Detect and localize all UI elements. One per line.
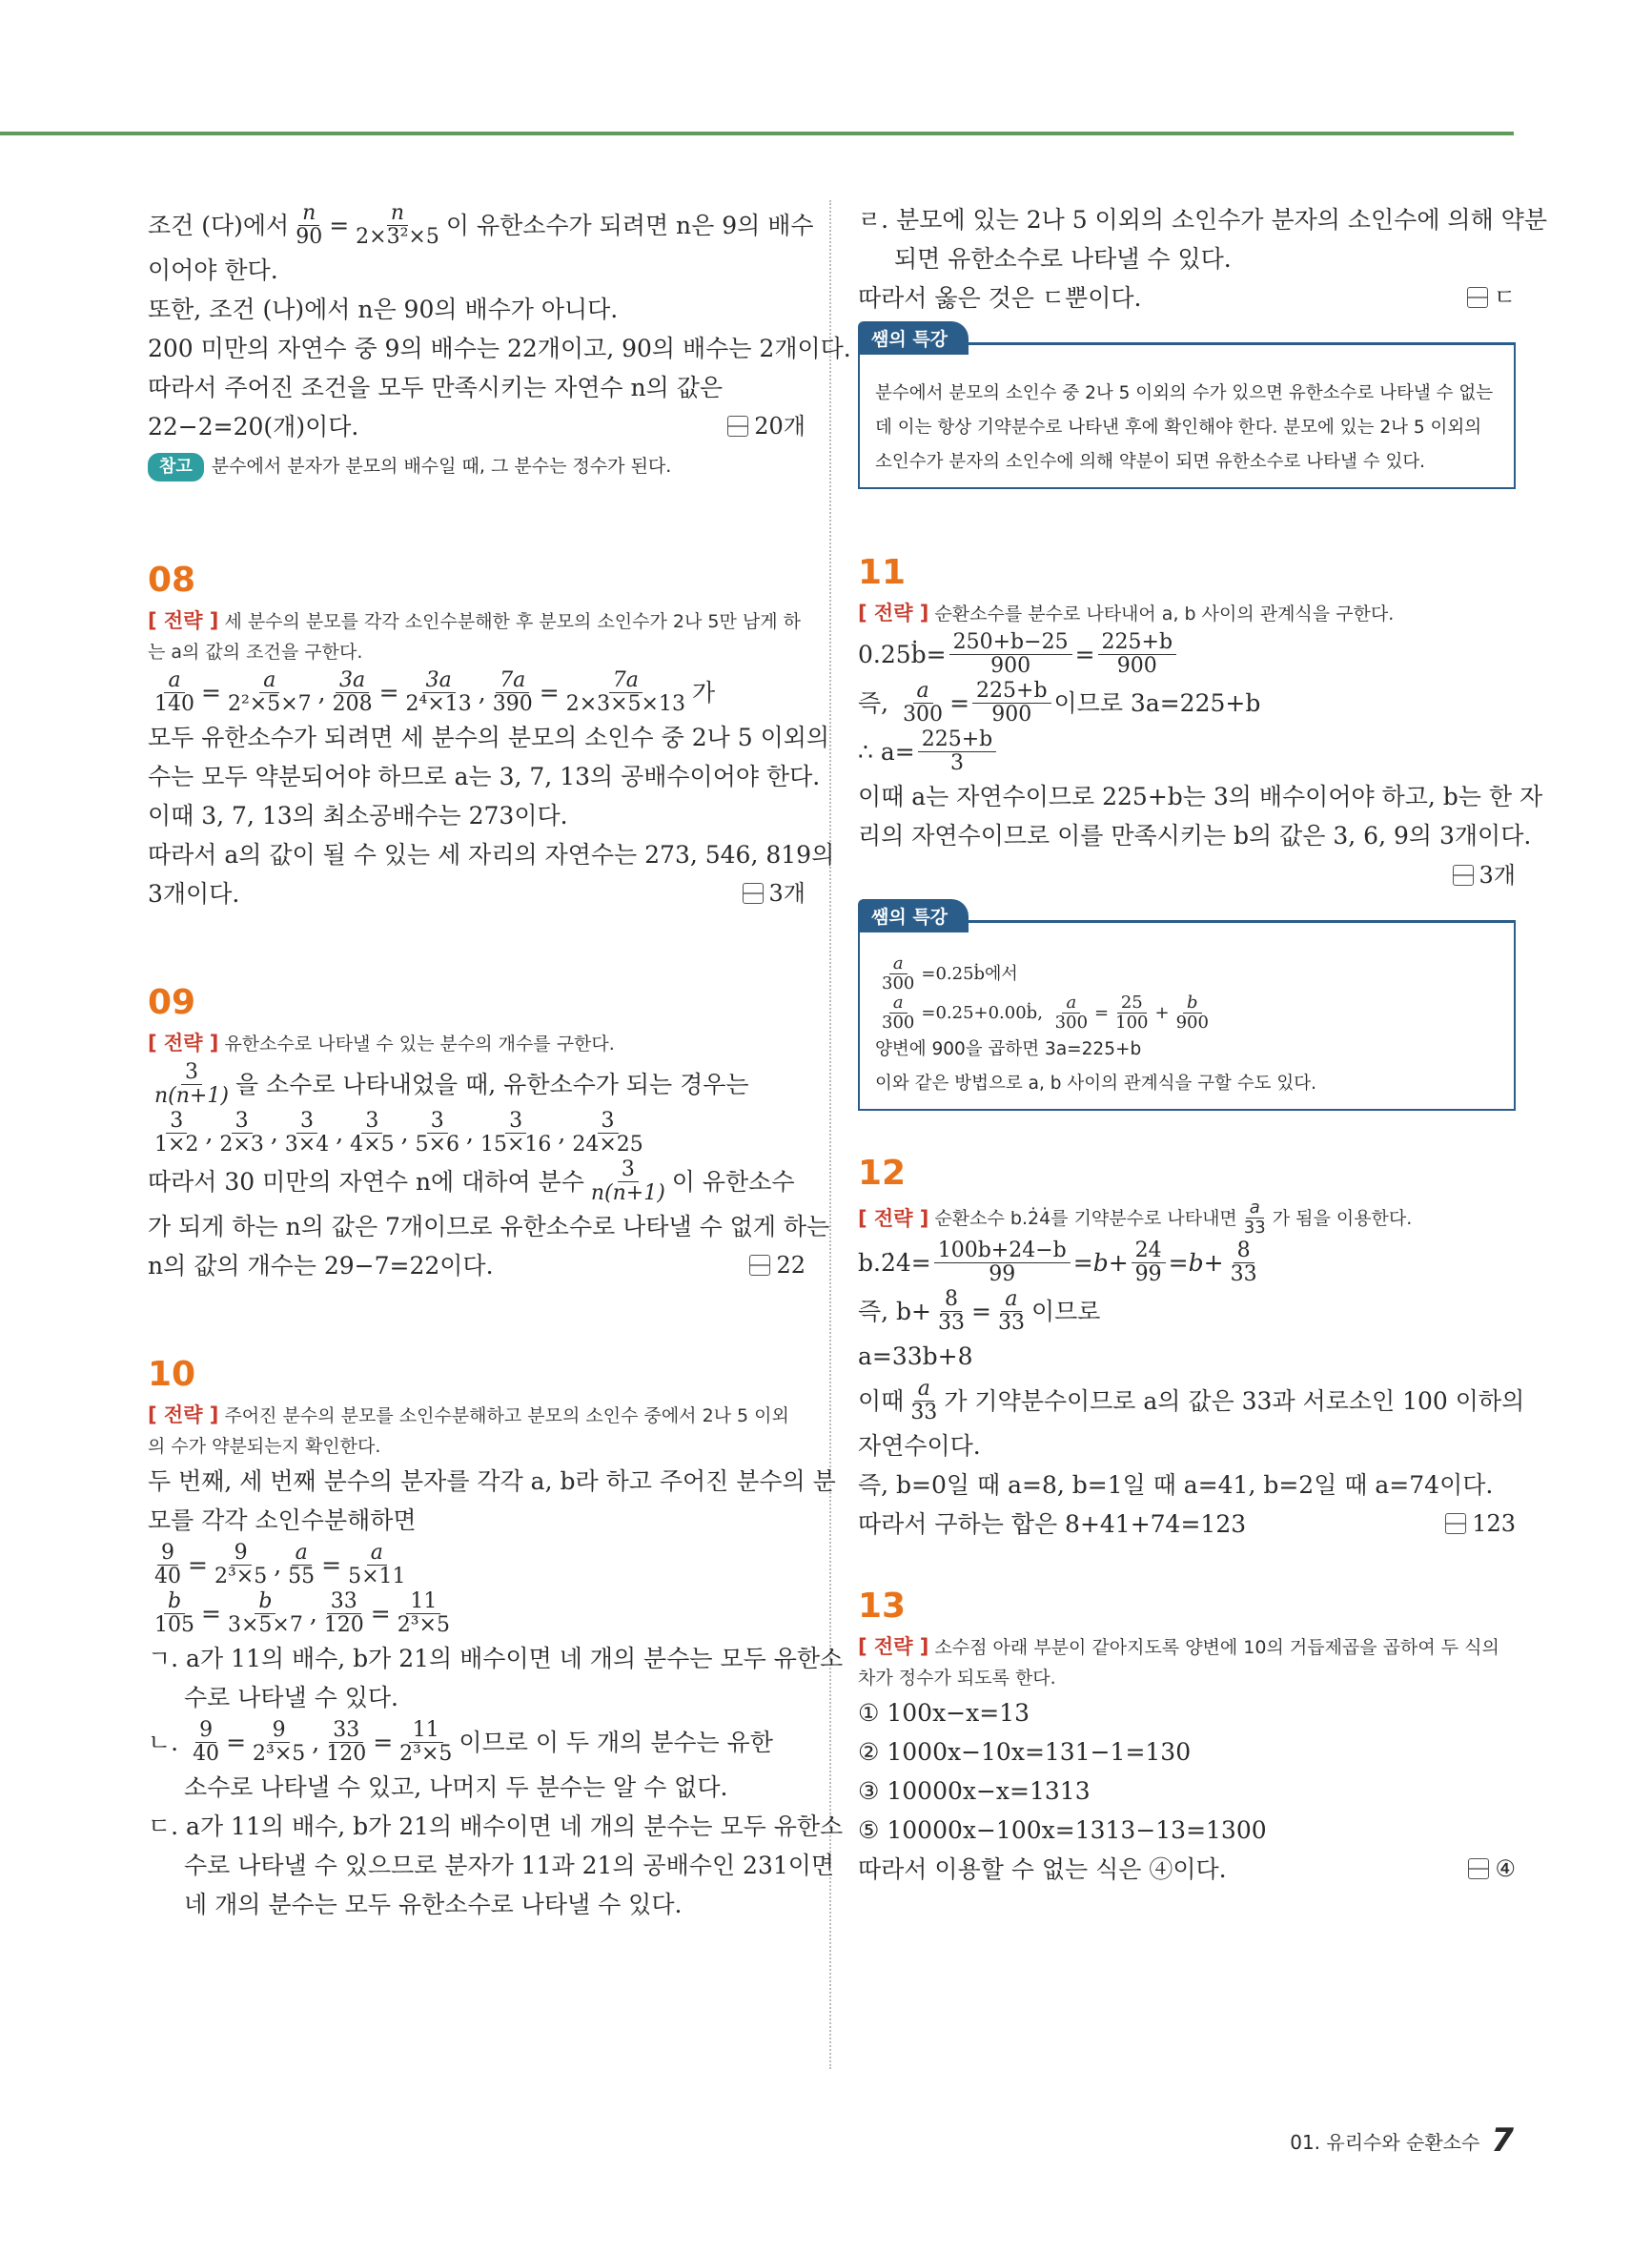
- solution-line: 조건 (다)에서 $\frac{n}{90}$ = $\frac{n}{\text{2×3²×5}}$ 이 유한소수가 되려면 n은 9의 배수: [148, 201, 814, 249]
- page-number: 7: [1491, 2121, 1514, 2160]
- solution-line: [858, 855, 1516, 895]
- answer-box-icon: [1453, 865, 1474, 886]
- answer: ④: [1468, 1850, 1516, 1889]
- answer-box-icon: [1445, 1513, 1466, 1534]
- solution-line: 또한, 조건 (나)에서 n은 90의 배수가 아니다.: [148, 296, 619, 323]
- solution-line: 이어야 한다.: [148, 256, 278, 284]
- solution-line: n의 값의 개수는 29−7=22이다. 22: [148, 1246, 806, 1285]
- solution-line: 따라서 이용할 수 없는 식은 ④이다. ④: [858, 1850, 1516, 1889]
- solution-line: 수로 나타낼 수 있다.: [184, 1684, 398, 1711]
- answer: 22: [749, 1246, 806, 1285]
- text: 조건 (다)에서: [148, 211, 290, 239]
- solution-line: 두 번째, 세 번째 분수의 분자를 각각 a, b라 하고 주어진 분수의 분: [148, 1467, 836, 1495]
- solution-line: 가 되게 하는 n의 값은 7개이므로 유한소수로 나타낼 수 없게 하는: [148, 1213, 830, 1240]
- solution-line: 되면 유한소수로 나타낼 수 있다.: [894, 245, 1232, 273]
- solution-line: 모두 유한소수가 되려면 세 분수의 분모의 소인수 중 2나 5 이외의: [148, 724, 830, 751]
- solution-line: 리의 자연수이므로 이를 만족시키는 b의 값은 3, 6, 9의 3개이다.: [858, 822, 1532, 850]
- equation: 즉, b+ $\frac{8}{33}$ = $\frac{a}{33}$ 이므로: [858, 1287, 1101, 1335]
- strategy: [ 전략 ] 순환소수 b.2̇4̇를 기약분수로 나타내면 $\frac{a}{33}$ 가 됨을 이용한다.: [858, 1198, 1413, 1238]
- solution-line: 따라서 a의 값이 될 수 있는 세 자리의 자연수는 273, 546, 819의: [148, 841, 835, 869]
- answer-box-icon: [727, 416, 748, 437]
- tip-text: 이와 같은 방법으로 a, b 사이의 관계식을 구할 수도 있다.: [875, 1074, 1317, 1094]
- solution-line: a=33b+8: [858, 1342, 973, 1370]
- question-number: 09: [148, 983, 196, 1022]
- column-divider: [829, 200, 831, 2069]
- strategy: [ 전략 ] 주어진 분수의 분모를 소인수분해하고 분모의 소인수 중에서 2나 5 이외의 수가 약분되는지 확인한다.: [148, 1403, 789, 1457]
- answer: ㄷ: [1467, 278, 1516, 317]
- fraction: $\frac{n}{\text{2×3²×5}}$: [356, 201, 439, 249]
- answer-box-icon: [743, 883, 764, 904]
- tip-title: 쌤의 특강: [858, 321, 969, 355]
- question-number: 11: [858, 553, 907, 592]
- solution-line: ② 1000x−10x=131−1=130: [858, 1738, 1192, 1766]
- solution-line: 이때 a는 자연수이므로 225+b는 3의 배수이어야 하고, b는 한 자: [858, 783, 1543, 810]
- solution-line: 모를 각각 소인수분해하면: [148, 1506, 417, 1534]
- equation: 이때 $\frac{a}{33}$ 가 기약분수이므로 a의 값은 33과 서로소인 100 이하의: [858, 1377, 1525, 1424]
- solution-line: ㄹ. 분모에 있는 2나 5 이외의 소인수가 분자의 소인수에 의해 약분: [858, 206, 1547, 234]
- strategy: [ 전략 ] 소수점 아래 부분이 같아지도록 양변에 10의 거듭제곱을 곱하여 두 식의 차가 정수가 되도록 한다.: [858, 1635, 1499, 1689]
- solution-line: 소수로 나타낼 수 있고, 나머지 두 분수는 알 수 없다.: [184, 1773, 728, 1801]
- tip-text: 양변에 900을 곱하면 3a=225+b: [875, 1039, 1142, 1059]
- answer-box-icon: [749, 1255, 770, 1276]
- solution-line: 수로 나타낼 수 있으므로 분자가 11과 21의 공배수인 231이면: [184, 1852, 835, 1879]
- solution-line: 즉, b=0일 때 a=8, b=1일 때 a=41, b=2일 때 a=74이다.: [858, 1471, 1494, 1499]
- tip-equation: $\frac{a}{300}$ =0.25+0.00ḃ, $\frac{a}{300}$ = $\frac{25}{100}$ + $\frac{b}{900}$: [882, 993, 1209, 1033]
- teacher-tip-box: [858, 329, 1516, 489]
- fraction: $\frac{n}{90}$: [296, 201, 323, 249]
- solution-line: 22−2=20(개)이다. 20개: [148, 407, 806, 446]
- strategy: [ 전략 ] 세 분수의 분모를 각각 소인수분해한 후 분모의 소인수가 2나 5만 남게 하는 a의 값의 조건을 구한다.: [148, 609, 801, 663]
- solution-line: 200 미만의 자연수 중 9의 배수는 22개이고, 90의 배수는 2개이다.: [148, 335, 851, 362]
- solution-line: ③ 10000x−x=1313: [858, 1777, 1091, 1805]
- equation: $\frac{9}{40}$ = $\frac{9}{\text{2³×5}}$ , $\frac{a}{55}$ = $\frac{a}{5\times 11}$: [154, 1541, 406, 1588]
- solution-line: ① 100x−x=13: [858, 1699, 1030, 1727]
- chapter-title: 01. 유리수와 순환소수: [1290, 2130, 1480, 2154]
- question-number: 13: [858, 1587, 907, 1626]
- answer-box-icon: [1468, 1858, 1489, 1879]
- equation: $\frac{3}{n(n+1)}$ 을 소수로 나타내었을 때, 유한소수가 되는 경우는: [154, 1060, 749, 1108]
- solution-line: ㄱ. a가 11의 배수, b가 21의 배수이면 네 개의 분수는 모두 유한소: [148, 1645, 844, 1672]
- top-divider-line: [0, 132, 1514, 135]
- solution-line: 3개이다. 3개: [148, 874, 806, 913]
- answer-box-icon: [1467, 287, 1488, 308]
- answer: 123: [1445, 1505, 1516, 1544]
- teacher-tip-box: [858, 907, 1516, 1111]
- answer: 3개: [743, 874, 806, 913]
- equation: $\frac{a}{140}$ = $\frac{a}{\text{2²×5×7}}$ , $\frac{3a}{208}$ = $\frac{3a}{\text{2⁴×13}}$ , $\frac{7a}{390}$ = $\frac{7a}{2\times 3\times 5\times 13}$ 가: [154, 668, 716, 716]
- equation: ㄴ. $\frac{9}{40}$ = $\frac{9}{\text{2³×5}}$ , $\frac{33}{120}$ = $\frac{11}{\text{2³×5}}$ 이므로 이 두 개의 분수는 유한: [148, 1718, 773, 1766]
- solution-line: 네 개의 분수는 모두 유한소수로 나타낼 수 있다.: [184, 1891, 683, 1918]
- solution-line: 자연수이다.: [858, 1432, 981, 1460]
- tip-text: 분수에서 분모의 소인수 중 2나 5 이외의 수가 있으면 유한소수로 나타낼 수 없는데 이는 항상 기약분수로 나타낸 후에 확인해야 한다. 분모에 있는 2나 5 이외의 소인수가 분자의 소인수에 의해 약분이 되면 유한소수로 나타낼 수 있다.: [875, 383, 1494, 472]
- solution-line: 수는 모두 약분되어야 하므로 a는 3, 7, 13의 공배수이어야 한다.: [148, 763, 821, 790]
- equation: ∴ a= $\frac{225+b}{3}$: [858, 728, 1516, 775]
- question-number: 10: [148, 1355, 196, 1394]
- solution-line: 따라서 구하는 합은 8+41+74=123 123: [858, 1505, 1516, 1544]
- equation: 즉, $\frac{a}{300}$ = $\frac{225+b}{900}$ 이므로 3a=225+b: [858, 679, 1261, 727]
- page-footer: [1290, 2121, 1514, 2160]
- solution-line: 따라서 옳은 것은 ㄷ뿐이다. ㄷ: [858, 278, 1516, 317]
- equation: $\frac{3}{1\times 2}$ , $\frac{3}{2\times 3}$ , $\frac{3}{3\times 4}$ , $\frac{3}{4\times 5}$ , $\frac{3}{5\times 6}$ , $\frac{3}{15\times 16}$ , $\frac{3}{24\times 25}$: [154, 1109, 643, 1157]
- answer: 20개: [727, 407, 806, 446]
- tip-title: 쌤의 특강: [858, 899, 969, 932]
- reference-note: 참고 분수에서 분자가 분모의 배수일 때, 그 분수는 정수가 된다.: [148, 452, 806, 481]
- equation: b.2̇4̇= $\frac{100b+24-b}{99}$ = b + $\frac{24}{99}$ = b + $\frac{8}{33}$: [858, 1239, 1257, 1286]
- answer: 3개: [1453, 862, 1516, 889]
- solution-line: ⑤ 10000x−100x=1313−13=1300: [858, 1816, 1267, 1844]
- solution-line: 따라서 주어진 조건을 모두 만족시키는 자연수 n의 값은: [148, 374, 724, 401]
- question-number: 08: [148, 561, 196, 600]
- solution-line: 이때 3, 7, 13의 최소공배수는 273이다.: [148, 802, 568, 830]
- text: 이 유한소수가 되려면 n은 9의 배수: [445, 211, 814, 239]
- tip-equation: $\frac{a}{300}$ =0.25ḃ에서: [882, 953, 1018, 993]
- note-badge: 참고: [148, 453, 204, 481]
- question-number: 12: [858, 1154, 907, 1193]
- equation: 따라서 30 미만의 자연수 n에 대하여 분수 $\frac{3}{n(n+1)}$ 이 유한소수: [148, 1157, 795, 1205]
- left-column: [148, 200, 851, 1924]
- right-column: [858, 200, 1547, 1889]
- strategy: [ 전략 ] 순환소수를 분수로 나타내어 a, b 사이의 관계식을 구한다.: [858, 602, 1395, 625]
- solution-line: ㄷ. a가 11의 배수, b가 21의 배수이면 네 개의 분수는 모두 유한소: [148, 1813, 844, 1840]
- equation: $\frac{b}{105}$ = $\frac{b}{3\times 5\times 7}$ , $\frac{33}{120}$ = $\frac{11}{\text{2³×5}}$: [154, 1589, 450, 1637]
- strategy: [ 전략 ] 유한소수로 나타낼 수 있는 분수의 개수를 구한다.: [148, 1032, 615, 1055]
- equation: 0.25ḃ= $\frac{250+b-25}{900}$ = $\frac{225+b}{900}$: [858, 631, 1516, 678]
